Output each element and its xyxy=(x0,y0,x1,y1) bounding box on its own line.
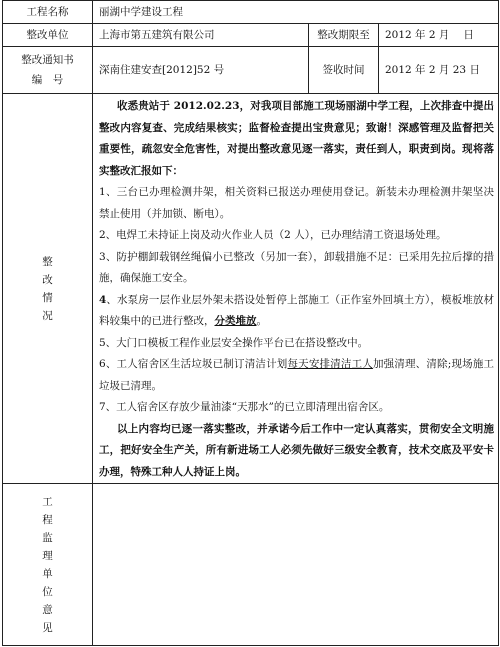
supervision-label-char: 工 xyxy=(42,495,53,508)
rectification-row xyxy=(3,94,499,484)
project-name-value: 丽湖中学建设工程 xyxy=(93,1,499,24)
rectification-label-char: 整 xyxy=(42,255,53,268)
deadline-value-day: 日 xyxy=(463,29,474,41)
rectification-label-char: 况 xyxy=(42,309,53,322)
notice-number: 深南住建安查[2012]52 号 xyxy=(93,47,309,94)
item-6 xyxy=(99,354,494,397)
supervision-label-char: 意 xyxy=(42,603,53,616)
item-2: 2、电焊工未持证上岗及动火作业人员（2 人），已办理结清工资退场处理。 xyxy=(99,229,447,241)
item-3: 3、防护棚卸载钢丝绳偏小已整改（另加一套），卸载措施不足：已采用先拉后撑的措施，确保施工安全。 xyxy=(99,250,495,284)
rectification-label-char: 情 xyxy=(42,291,53,304)
supervision-label xyxy=(3,484,93,646)
item-1: 1、三台已办理检测井架，相关资料已报送办理使用登记。新装未办理检测井架坚决禁止使用（并加锁、断电）。 xyxy=(99,186,495,220)
item-4-text: 、水泵房一层作业层外架未搭设处暂停上部施工（正作室外回填土方），模板堆放材料较集中的已进行整改， xyxy=(99,293,495,327)
unit-value: 上海市第五建筑有限公司 xyxy=(93,24,309,47)
item-6-text-b: 加强清理、清除;现场施工垃圾已清理。 xyxy=(99,358,495,392)
item-5: 5、大门口模板工程作业层安全操作平台已在搭设整改中。 xyxy=(99,336,369,349)
supervision-label-char: 位 xyxy=(42,585,53,598)
notice-label-line2: 编 号 xyxy=(31,74,64,86)
item-4-underlined: 分类堆放 xyxy=(214,315,257,327)
item-6-text-a: 6、工人宿舍区生活垃圾已制订清洁计划 xyxy=(99,358,288,370)
unit-row xyxy=(3,24,499,47)
project-name-label: 工程名称 xyxy=(3,1,93,24)
item-4 xyxy=(99,290,494,333)
supervision-opinion-area[interactable] xyxy=(93,484,499,646)
notice-label xyxy=(3,47,93,94)
rectification-label-char: 改 xyxy=(42,273,53,286)
project-name-row xyxy=(3,1,499,24)
sign-time-label: 签收时间 xyxy=(309,47,379,94)
supervision-label-char: 程 xyxy=(42,513,53,526)
deadline-value xyxy=(379,24,499,47)
closing-paragraph: 以上内容均已逐一落实整改，并承诺今后工作中一定认真落实，贯彻安全文明施工，把好安全生产关，所有新进场工人必须先做好三级安全教育，技术交底及平安卡办理，特殊工种人人持证上岗。 xyxy=(99,422,495,478)
item-4-end: 。 xyxy=(256,315,267,327)
deadline-label: 整改期限至 xyxy=(309,24,379,47)
intro-paragraph: 收悉贵站于 2012.02.23，对我项目部施工现场丽湖中学工程，上次排查中提出整改内容复查、完成结果核实；监督检查提出宝贵意见；致谢！深感管理及监督把关重要性，疏忽安全危害性，对提出整改意见逐一落实，责任到人，职责到岗。现将落实整改汇报如下： xyxy=(99,100,495,177)
item-4-number: 4 xyxy=(99,293,107,306)
rectification-label xyxy=(3,94,93,484)
notice-label-line1: 整改通知书 xyxy=(21,54,74,66)
supervision-label-char: 理 xyxy=(42,549,53,562)
notice-row xyxy=(3,47,499,94)
report-table xyxy=(2,0,499,646)
supervision-label-char: 见 xyxy=(42,621,53,634)
supervision-row xyxy=(3,484,499,646)
supervision-label-char: 单 xyxy=(42,567,53,580)
rectification-content xyxy=(93,94,499,484)
sign-time-value: 2012 年 2 月 23 日 xyxy=(379,47,499,94)
supervision-label-char: 监 xyxy=(42,531,53,544)
unit-label: 整改单位 xyxy=(3,24,93,47)
deadline-value-month: 2012 年 2 月 xyxy=(385,29,450,41)
item-6-underlined: 每天安排清洁工人 xyxy=(287,358,373,370)
item-7: 7、工人宿舍区存放少量油漆“天那水”的已立即清理出宿舍区。 xyxy=(99,401,390,413)
